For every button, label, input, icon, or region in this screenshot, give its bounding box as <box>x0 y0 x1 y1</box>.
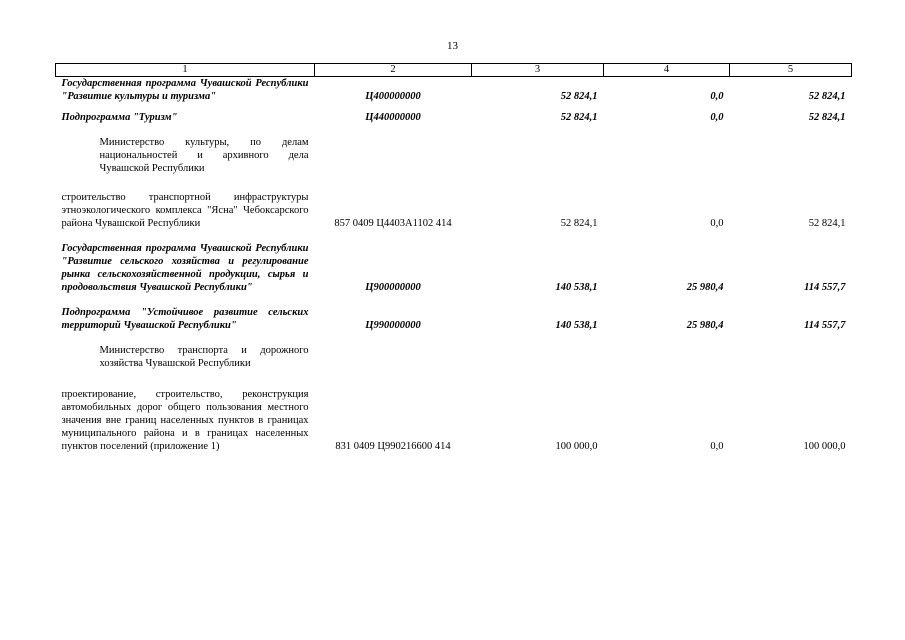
row-name: Подпрограмма "Туризм" <box>61 112 178 123</box>
row-col-5: 114 557,7 <box>804 282 846 293</box>
row-name: Государственная программа Чувашской Республики "Развитие культуры и туризма" <box>61 78 309 102</box>
row-code <box>315 344 472 370</box>
row-col-5: 52 824,1 <box>808 91 846 102</box>
row-col-5: 100 000,0 <box>803 441 846 452</box>
row-col-3: 140 538,1 <box>555 282 598 293</box>
header-col-3: 3 <box>472 64 604 77</box>
table-row <box>56 77 852 104</box>
header-col-5: 5 <box>730 64 852 77</box>
row-col-5 <box>730 344 852 370</box>
row-name: Подпрограмма "Устойчивое развитие сельских территорий Чувашской Республики" <box>61 307 309 331</box>
table-row <box>56 344 852 370</box>
row-col-4: 0,0 <box>710 218 724 229</box>
budget-table <box>55 63 852 453</box>
row-code <box>315 136 472 175</box>
table-row <box>56 388 852 453</box>
row-col-4: 0,0 <box>710 91 724 102</box>
row-code: Ц900000000 <box>365 282 421 293</box>
table-row <box>56 191 852 230</box>
row-code: Ц400000000 <box>365 91 421 102</box>
row-col-4: 25 980,4 <box>686 282 724 293</box>
row-name: Министерство культуры, по делам национальностей и архивного дела Чувашской Республики <box>99 137 309 174</box>
table-header-row <box>56 64 852 77</box>
row-col-5: 52 824,1 <box>808 112 846 123</box>
row-name: Министерство транспорта и дорожного хозяйства Чувашской Республики <box>99 345 309 369</box>
row-name: проектирование, строительство, реконструкция автомобильных дорог общего пользования местного значения вне границ населенных пунктов в границах муниципального района и в границах населенных пунктов поселений (приложение 1) <box>61 389 309 452</box>
row-col-4: 0,0 <box>710 112 724 123</box>
page-number: 13 <box>447 40 458 52</box>
row-col-3 <box>472 344 604 370</box>
row-col-4: 0,0 <box>710 441 724 452</box>
row-col-4: 25 980,4 <box>686 320 724 331</box>
row-col-3: 140 538,1 <box>555 320 598 331</box>
row-col-3 <box>472 136 604 175</box>
row-name: строительство транспортной инфраструктуры этноэкологического комплекса "Ясна" Чебоксарского района Чувашской Республики <box>61 192 309 229</box>
row-col-5: 52 824,1 <box>808 218 846 229</box>
header-col-1: 1 <box>56 64 315 77</box>
header-col-4: 4 <box>604 64 730 77</box>
row-code: Ц440000000 <box>365 112 421 123</box>
table-row <box>56 306 852 332</box>
row-code: 831 0409 Ц990216600 414 <box>335 441 451 452</box>
row-col-5: 114 557,7 <box>804 320 846 331</box>
row-col-3: 52 824,1 <box>560 218 598 229</box>
table-row <box>56 242 852 294</box>
row-col-4 <box>604 344 730 370</box>
table-row <box>56 136 852 175</box>
row-col-3: 52 824,1 <box>560 91 598 102</box>
row-col-5 <box>730 136 852 175</box>
row-code: Ц990000000 <box>365 320 421 331</box>
row-col-3: 52 824,1 <box>560 112 598 123</box>
table-row <box>56 111 852 124</box>
row-col-4 <box>604 136 730 175</box>
row-code: 857 0409 Ц4403A1102 414 <box>334 218 452 229</box>
row-name: Государственная программа Чувашской Республики "Развитие сельского хозяйства и регулирование рынка сельскохозяйственной продукции, сырья и продовольствия Чувашской Республики" <box>61 243 309 293</box>
header-col-2: 2 <box>315 64 472 77</box>
row-col-3: 100 000,0 <box>555 441 598 452</box>
